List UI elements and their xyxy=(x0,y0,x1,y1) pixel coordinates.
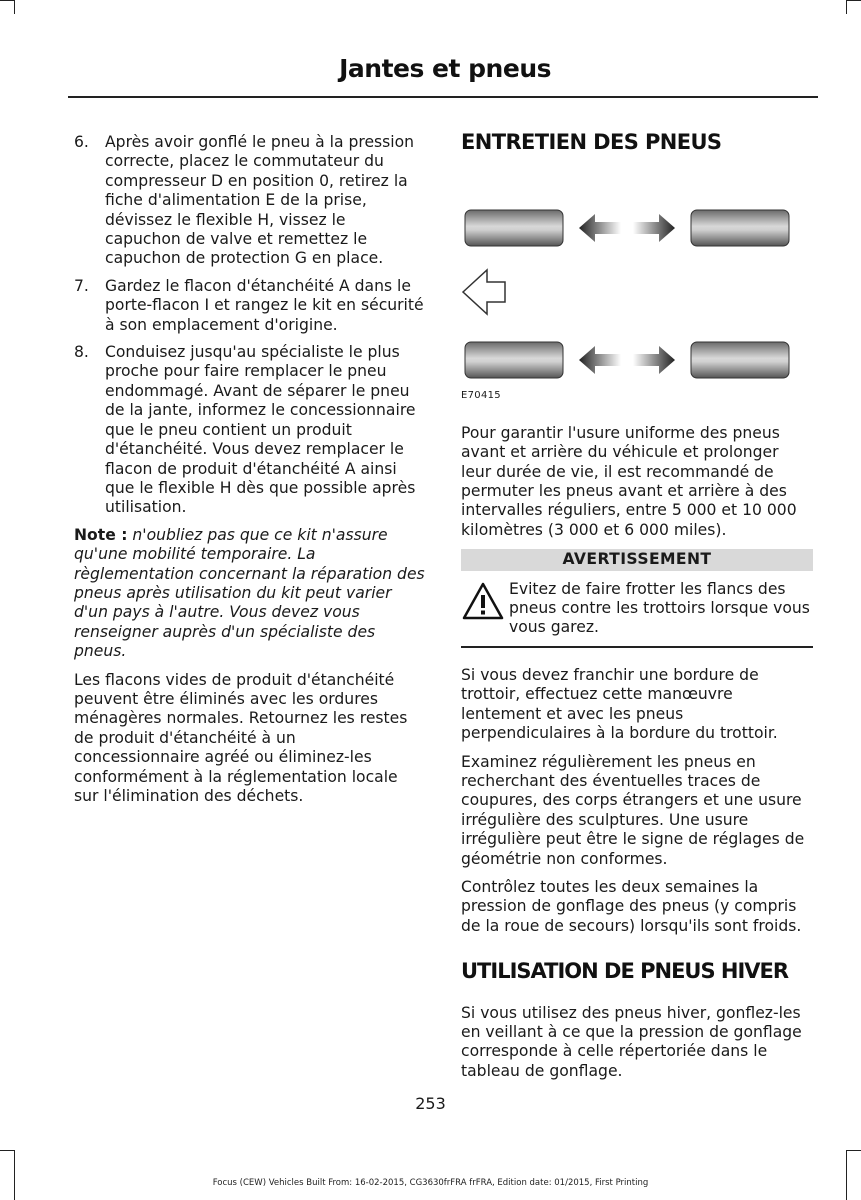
step-number: 8. xyxy=(74,343,89,362)
page-title: Jantes et pneus xyxy=(339,54,551,83)
disposal-paragraph: Les flacons vides de produit d'étanchéité peuvent être éliminés avec les ordures ménagères normales. Retournez les restes de produit d'étanchéité à un concessionnaire agréé ou éliminez-les conformément à la réglementation locale sur l'élimination des déchets. xyxy=(74,670,408,805)
direction-arrow-icon xyxy=(463,270,505,314)
crop-mark xyxy=(847,0,861,1)
tyre-icon xyxy=(465,210,563,246)
arrow-left-icon xyxy=(579,214,621,242)
list-item xyxy=(74,133,426,269)
winter-paragraph: Si vous utilisez des pneus hiver, gonflez-les en veillant à ce que la pression de gonflage corresponde à celle répertoriée dans le tableau de gonflage. xyxy=(461,1003,802,1080)
right-column xyxy=(461,130,813,1090)
note-text: n'oubliez pas que ce kit n'assure qu'une mobilité temporaire. La règlementation concernant la réparation des pneus après utilisation du kit peut varier d'un pays à l'autre. Vous devez vous renseigner auprès d'un spécialiste des pneus. xyxy=(74,525,425,661)
list-item xyxy=(74,277,426,335)
tyre-icon xyxy=(465,342,563,378)
section-title-winter-tyres: UTILISATION DE PNEUS HIVER xyxy=(461,959,789,984)
curb-paragraph: Si vous devez franchir une bordure de trottoir, effectuez cette manœuvre lentement et avec les pneus perpendiculaires à la bordure du trottoir. xyxy=(461,665,778,743)
step-number: 6. xyxy=(74,133,89,151)
arrow-right-icon xyxy=(633,214,675,242)
crop-mark xyxy=(0,0,14,1)
crop-mark xyxy=(846,1150,847,1200)
step-text: Gardez le flacon d'étanchéité A dans le porte-flacon I et rangez le kit en sécurité à son emplacement d'origine. xyxy=(105,276,424,334)
crop-mark xyxy=(846,0,847,14)
section-title-tyre-care: ENTRETIEN DES PNEUS xyxy=(461,130,722,154)
footer-text: Focus (CEW) Vehicles Built From: 16-02-2015, CG3630frFRA frFRA, Edition date: 01/2015, First Printing xyxy=(212,1178,649,1188)
left-column xyxy=(74,133,426,815)
title-rule xyxy=(68,96,818,98)
warning-title: AVERTISSEMENT xyxy=(461,549,813,570)
page-number: 253 xyxy=(415,1094,446,1113)
crop-mark xyxy=(0,1150,14,1151)
tyre-icon xyxy=(691,210,789,246)
crop-mark xyxy=(847,1150,861,1151)
rotation-paragraph: Pour garantir l'usure uniforme des pneus avant et arrière du véhicule et prolonger leur durée de vie, il est recommandé de permuter les pneus avant et arrière à des intervalles réguliers, entre 5 000 et 10 000 kilomètres (3 000 et 6 000 miles). xyxy=(461,423,797,539)
inspection-paragraph: Examinez régulièrement les pneus en recherchant des éventuelles traces de coupures, des corps étrangers et une usure irrégulière des sculptures. Une usure irrégulière peut être le signe de réglages de géométrie non conformes. xyxy=(461,752,805,868)
warning-box xyxy=(461,571,813,648)
list-item xyxy=(74,343,426,518)
note-label: Note : xyxy=(74,525,128,544)
crop-mark xyxy=(14,0,15,14)
tyre-icon xyxy=(691,342,789,378)
tyre-rotation-diagram xyxy=(461,162,813,382)
crop-mark xyxy=(14,1150,15,1200)
step-number: 7. xyxy=(74,276,89,295)
pressure-paragraph: Contrôlez toutes les deux semaines la pression de gonflage des pneus (y compris de la roue de secours) lorsqu'ils sont froids. xyxy=(461,877,802,935)
warning-triangle-icon xyxy=(461,581,505,621)
step-list xyxy=(74,133,426,518)
note xyxy=(74,526,426,662)
warning-text: Evitez de faire frotter les flancs des pneus contre les trottoirs lorsque vous vous garez. xyxy=(509,579,810,637)
tyre-rotation-figure xyxy=(461,162,813,382)
arrow-left-icon xyxy=(579,346,621,374)
step-text: Après avoir gonflé le pneu à la pression correcte, placez le commutateur du compresseur D en position 0, retirez la fiche d'alimentation E de la prise, dévissez le flexible H, vissez le capuchon de valve et remettez le capuchon de protection G en place. xyxy=(105,133,415,268)
step-text: Conduisez jusqu'au spécialiste le plus proche pour faire remplacer le pneu endommagé. Avant de séparer le pneu de la jante, informez le concessionnaire que le pneu contient un produit d'étanchéité. Vous devez remplacer le flacon de produit d'étanchéité A ainsi que le flexible H dès que possible après utilisation. xyxy=(105,343,416,517)
arrow-right-icon xyxy=(633,346,675,374)
figure-code: E70415 xyxy=(461,390,501,402)
